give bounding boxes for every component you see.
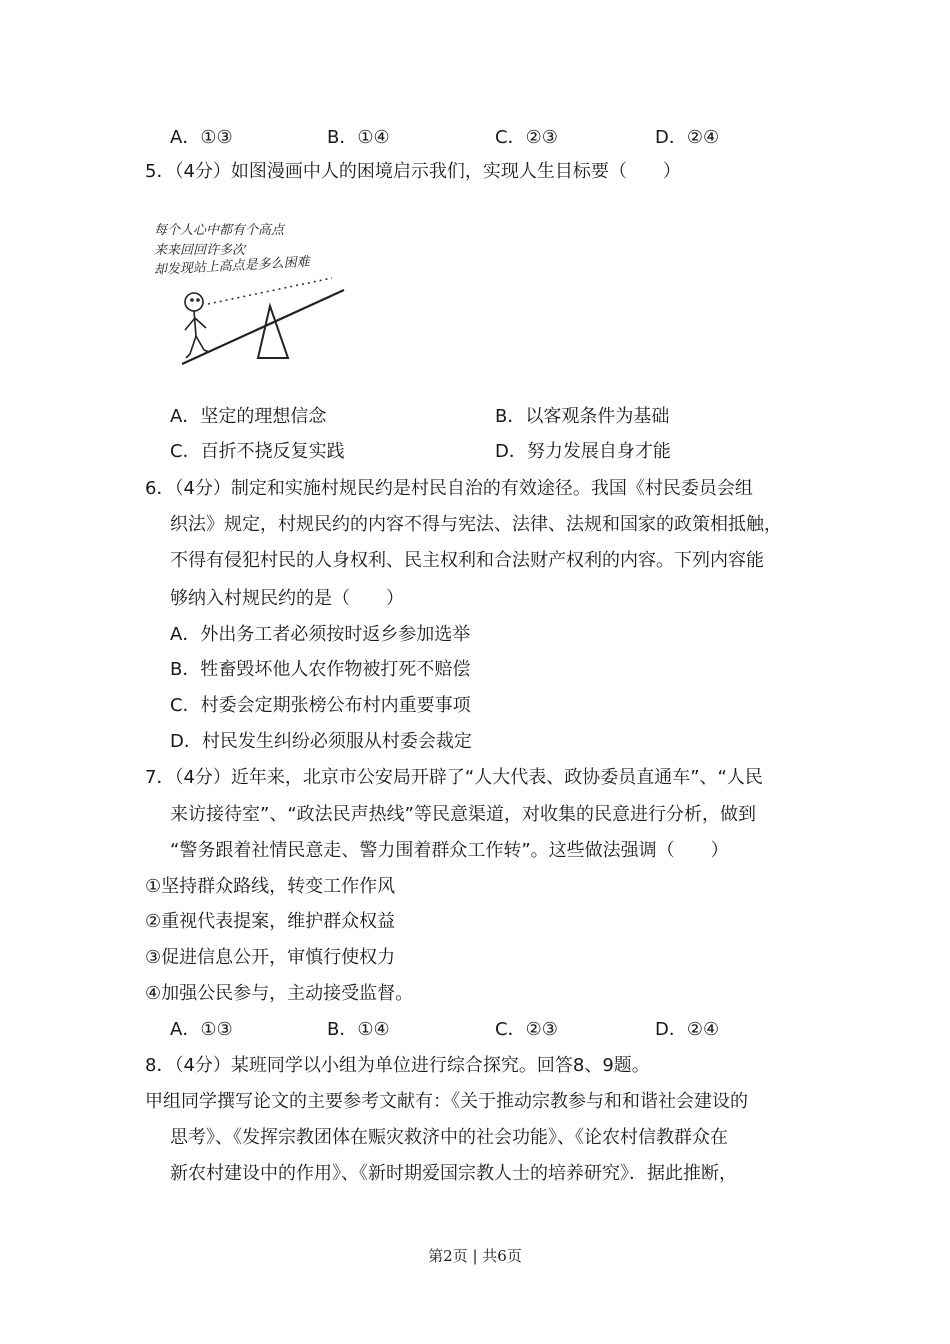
q5-option-c: C．百折不挠反复实践 — [170, 441, 345, 462]
q4-option-a: A．①③ — [170, 127, 233, 148]
q6-stem-line-2: 织法》规定，村规民约的内容不得与宪法、法律、法规和国家的政策相抵触， — [170, 514, 782, 535]
q7-option-c: C．②③ — [495, 1019, 558, 1040]
q5-option-d: D．努力发展自身才能 — [495, 441, 671, 462]
q4-option-b: B．①④ — [327, 127, 390, 148]
q7-statement-3: ③促进信息公开，审慎行使权力 — [145, 947, 396, 968]
q8-body-line-1: 甲组同学撰写论文的主要参考文献有：《关于推动宗教参与和和谐社会建设的 — [145, 1091, 748, 1112]
gaze-dotted-line — [208, 278, 332, 304]
q8-body-line-2: 思考》、《发挥宗教团体在赈灾救济中的社会功能》、《论农村信教群众在 — [170, 1127, 728, 1148]
q6-option-d: D．村民发生纠纷必须服从村委会裁定 — [170, 731, 472, 752]
q7-statement-4: ④加强公民参与，主动接受监督。 — [145, 983, 414, 1004]
q7-statement-1: ①坚持群众路线，转变工作作风 — [145, 876, 396, 897]
q6-stem-line-1: 6．（4分）制定和实施村规民约是村民自治的有效途径。我国《村民委员会组 — [145, 478, 753, 499]
q5-option-a: A．坚定的理想信念 — [170, 406, 327, 427]
q7-option-d: D．②④ — [655, 1019, 720, 1040]
stick-figure — [185, 293, 209, 358]
page-footer: 第2页 | 共6页 — [428, 1247, 522, 1265]
q4-option-d: D．②④ — [655, 127, 720, 148]
q7-option-b: B．①④ — [327, 1019, 390, 1040]
seesaw-cartoon-illustration — [152, 212, 367, 382]
q7-statement-2: ②重视代表提案，维护群众权益 — [145, 911, 396, 932]
q6-stem-line-3: 不得有侵犯村民的人身权利、民主权利和合法财产权利的内容。下列内容能 — [170, 550, 764, 571]
q6-option-c: C．村委会定期张榜公布村内重要事项 — [170, 695, 471, 716]
cartoon-caption-3: 却发现站上高点是多么困难 — [153, 254, 311, 278]
q7-option-a: A．①③ — [170, 1019, 233, 1040]
q5-option-b: B．以客观条件为基础 — [495, 406, 670, 427]
q6-option-a: A．外出务工者必须按时返乡参加选举 — [170, 624, 471, 645]
seesaw-fulcrum — [258, 306, 288, 358]
q8-stem: 8．（4分）某班同学以小组为单位进行综合探究。回答8、9题。 — [145, 1055, 650, 1076]
q7-stem-line-2: 来访接待室”、“政法民声热线”等民意渠道，对收集的民意进行分析，做到 — [170, 804, 756, 825]
q7-stem-line-3: “警务跟着社情民意走、警力围着群众工作转”。这些做法强调（ ） — [170, 840, 729, 861]
q7-stem-line-1: 7．（4分）近年来，北京市公安局开辟了“人大代表、政协委员直通车”、“人民 — [145, 767, 763, 788]
q5-stem: 5．（4分）如图漫画中人的困境启示我们，实现人生目标要（ ） — [145, 161, 681, 182]
cartoon-caption-2: 来来回回许多次 — [154, 243, 246, 258]
seesaw-plank — [182, 290, 344, 364]
q8-body-line-3: 新农村建设中的作用》、《新时期爱国宗教人士的培养研究》．据此推断， — [170, 1163, 737, 1184]
cartoon-caption-1: 每个人心中都有个高点 — [154, 223, 285, 238]
q5-cartoon — [152, 212, 367, 382]
q6-stem-line-4: 够纳入村规民约的是（ ） — [170, 588, 404, 609]
q6-option-b: B．牲畜毁坏他人农作物被打死不赔偿 — [170, 659, 471, 680]
q4-option-c: C．②③ — [495, 127, 558, 148]
